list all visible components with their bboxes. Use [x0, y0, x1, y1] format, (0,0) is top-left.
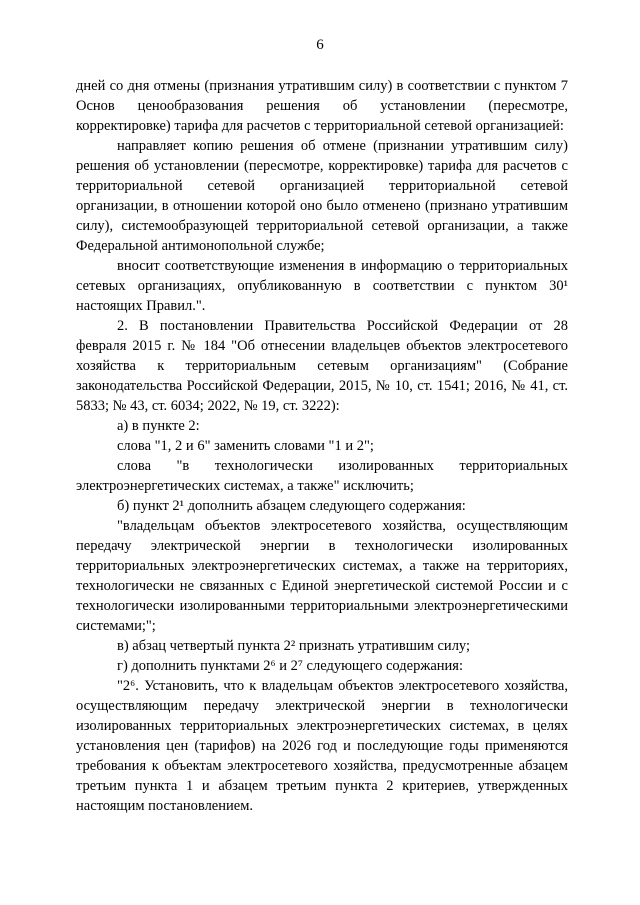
page-number: 6	[316, 37, 324, 53]
paragraph-item-v: в) абзац четвертый пункта 2² признать утратившим силу;	[117, 638, 471, 654]
paragraph-exclude-words: слова "в технологически изолированных территориальных электроэнергетических системах, а также" исключить;	[76, 458, 568, 494]
paragraph-new-abzac: "владельцам объектов электросетевого хозяйства, осуществляющим передачу электрической энергии в технологически изолированных территориальных электроэнергетических системах, а также на территориях, технологически не связанных с Единой энергетической системой России и с технологически изолированными территориальными электроэнергетическими системами;";	[76, 518, 568, 634]
document-body	[76, 76, 568, 816]
paragraph-point-2-6: "2⁶. Установить, что к владельцам объектов электросетевого хозяйства, осуществляющим передачу электрической энергии в технологически изолированных территориальных электроэнергетических системах, в целях установления цен (тарифов) на 2026 год и последующие годы применяются требования к объектам электросетевого хозяйства, предусмотренные абзацем третьим пункта 1 и абзацем третьим пункта 2 критериев, утвержденных настоящим постановлением.	[76, 678, 568, 814]
paragraph-section-2: 2. В постановлении Правительства Российской Федерации от 28 февраля 2015 г. № 184 "Об отнесении владельцев объектов электросетевого хозяйства к территориальным сетевым организациям" (Собрание законодательства Российской Федерации, 2015, № 10, ст. 1541; 2016, № 41, ст. 5833; № 43, ст. 6034; 2022, № 19, ст. 3222):	[76, 318, 568, 414]
paragraph-replace-words: слова "1, 2 и 6" заменить словами "1 и 2";	[117, 438, 374, 454]
paragraph-item-b: б) пункт 2¹ дополнить абзацем следующего содержания:	[117, 498, 466, 514]
paragraph-item-a: а) в пункте 2:	[117, 418, 200, 434]
paragraph-continuation: дней со дня отмены (признания утратившим силу) в соответствии с пунктом 7 Основ ценообразования решения об установлении (пересмотре, корректировке) тарифа для расчетов с территориальной сетевой организацией:	[76, 78, 568, 134]
paragraph-makes-changes: вносит соответствующие изменения в информацию о территориальных сетевых организациях, опубликованную в соответствии с пунктом 30¹ настоящих Правил.".	[76, 258, 568, 314]
paragraph-item-g: г) дополнить пунктами 2⁶ и 2⁷ следующего содержания:	[117, 658, 463, 674]
paragraph-sends-copy: направляет копию решения об отмене (признании утратившим силу) решения об установлении (пересмотре, корректировке) тарифа для расчетов с территориальной сетевой организацией территориальной сетевой организации, в отношении которой оно было отменено (признано утратившим силу), системообразующей территориальной сетевой организации, а также Федеральной антимонопольной службе;	[76, 138, 568, 254]
